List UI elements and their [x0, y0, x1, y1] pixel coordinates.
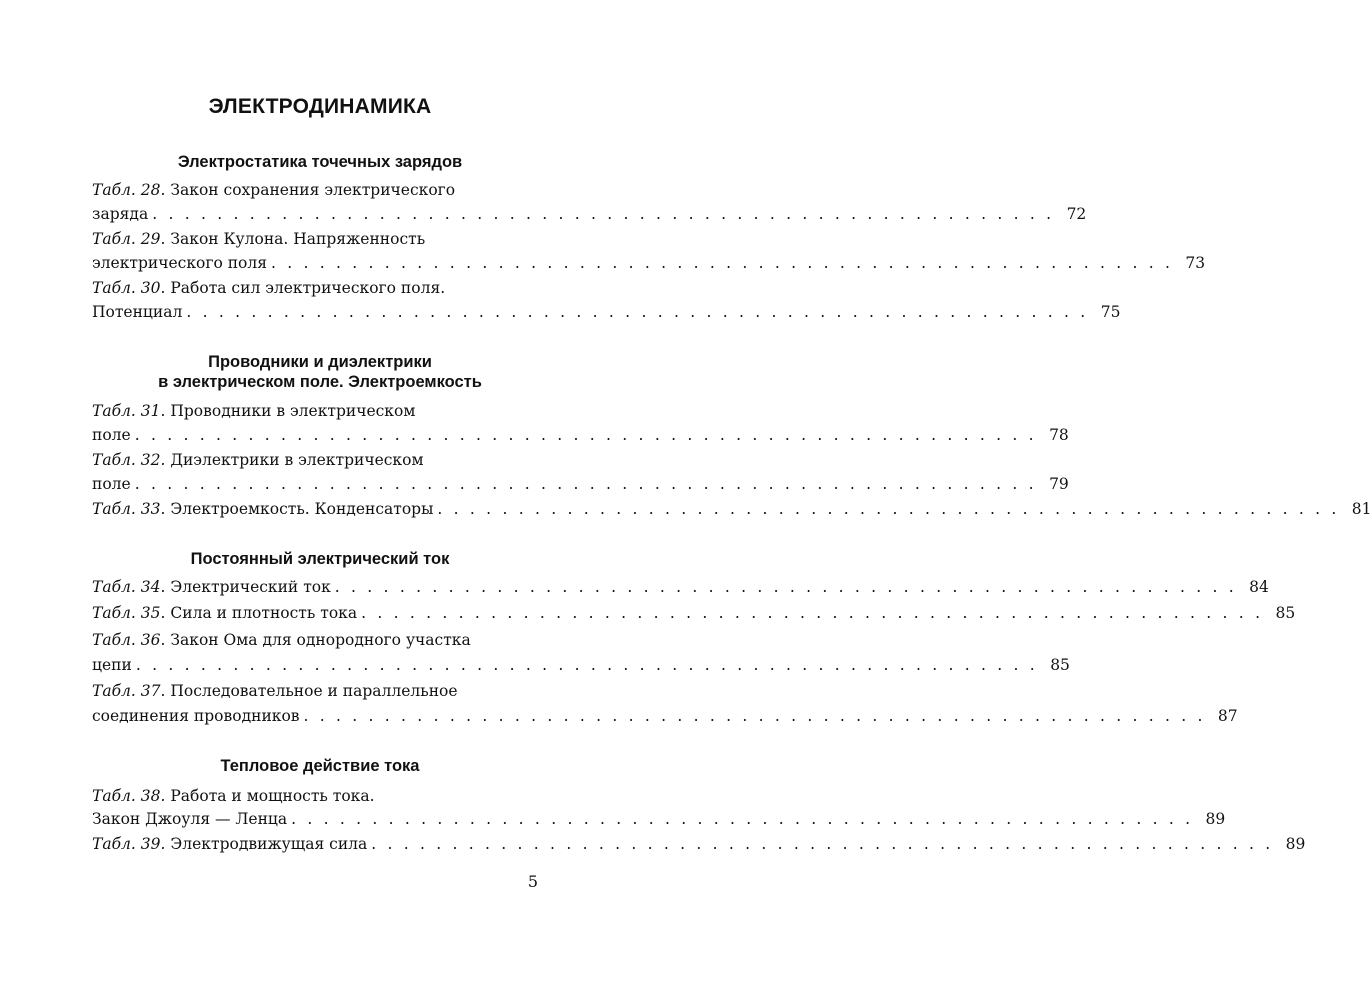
entry-text: Последовательное и параллельное: [170, 682, 458, 700]
entry-text: поле: [92, 426, 131, 444]
entry-text: Электродвижущая сила: [170, 835, 368, 853]
toc-entry-34[interactable]: [92, 578, 1269, 602]
toc-entry-38-line-1[interactable]: [92, 787, 538, 811]
page-ref: 89: [1205, 810, 1226, 828]
toc-entry-32-line-2[interactable]: [92, 475, 1069, 499]
toc-entry-38-line-2[interactable]: [92, 810, 1226, 834]
page-ref: 79: [1049, 475, 1069, 493]
table-label: Табл. 33.: [92, 500, 166, 518]
page-ref: 73: [1185, 254, 1206, 272]
toc-entry-29-line-2[interactable]: [92, 254, 1206, 278]
toc-entry-39[interactable]: [92, 835, 1306, 859]
entry-text: Работа сил электрического поля.: [170, 279, 446, 297]
dot-leader: . . . . . . . . . . . . . . . . . . . . . . . . . . . . . . . . . . . . . . . . . . . . . . . . . . . . . . . .: [303, 707, 1206, 725]
toc-entry-28-line-2[interactable]: [92, 205, 1087, 229]
toc-entry-28-line-1[interactable]: [92, 181, 538, 205]
dot-leader: . . . . . . . . . . . . . . . . . . . . . . . . . . . . . . . . . . . . . . . . . . . . . . . . . . . . . . . .: [135, 656, 1038, 674]
entry-text: Сила и плотность тока: [170, 604, 358, 622]
toc-entry-29-line-1[interactable]: [92, 230, 538, 254]
page-ref: 87: [1217, 707, 1238, 725]
entry-text: Электрический ток: [170, 578, 331, 596]
dot-leader: . . . . . . . . . . . . . . . . . . . . . . . . . . . . . . . . . . . . . . . . . . . . . . . . . . . . . . . .: [134, 475, 1037, 493]
page-ref: 72: [1066, 205, 1087, 223]
entry-text: заряда: [92, 205, 149, 223]
entry-text: Проводники в электрическом: [170, 402, 416, 420]
toc-entry-31-line-2[interactable]: [92, 426, 1069, 450]
section-title-line: Проводники и диэлектрики: [208, 353, 432, 371]
dot-leader: . . . . . . . . . . . . . . . . . . . . . . . . . . . . . . . . . . . . . . . . . . . . . . . . . . . . . . . .: [371, 835, 1274, 853]
page-title: ЭЛЕКТРОДИНАМИКА: [208, 95, 432, 118]
entry-text: поле: [92, 475, 131, 493]
page-number: 5: [527, 872, 538, 891]
entry-text: Работа и мощность тока.: [170, 787, 375, 805]
table-label: Табл. 38.: [92, 787, 166, 805]
section-title-line: в электрическом поле. Электроемкость: [158, 373, 482, 391]
table-label: Табл. 39.: [92, 835, 166, 853]
table-label: Табл. 32.: [92, 451, 166, 469]
toc-entry-36-line-2[interactable]: [92, 656, 1070, 680]
page-ref: 85: [1275, 604, 1296, 622]
section-title-heating-effect: [0, 756, 640, 776]
dot-leader: . . . . . . . . . . . . . . . . . . . . . . . . . . . . . . . . . . . . . . . . . . . . . . . . . . . . . . . .: [271, 254, 1174, 272]
dot-leader: . . . . . . . . . . . . . . . . . . . . . . . . . . . . . . . . . . . . . . . . . . . . . . . . . . . . . . . .: [134, 426, 1037, 444]
entry-text: Закон сохранения электрического: [170, 181, 456, 199]
dot-leader: . . . . . . . . . . . . . . . . . . . . . . . . . . . . . . . . . . . . . . . . . . . . . . . . . . . . . . . .: [334, 578, 1237, 596]
toc-entry-37-line-1[interactable]: [92, 682, 538, 706]
toc-entry-36-line-1[interactable]: [92, 631, 538, 655]
table-label: Табл. 29.: [92, 230, 166, 248]
page-ref: 84: [1249, 578, 1269, 596]
table-label: Табл. 35.: [92, 604, 166, 622]
section-title-electrostatics: [0, 152, 640, 172]
toc-entry-35[interactable]: [92, 604, 1296, 628]
toc-entry-30-line-1[interactable]: [92, 279, 538, 303]
dot-leader: . . . . . . . . . . . . . . . . . . . . . . . . . . . . . . . . . . . . . . . . . . . . . . . . . . . . . . . .: [186, 303, 1089, 321]
table-label: Табл. 34.: [92, 578, 166, 596]
toc-entry-32-line-1[interactable]: [92, 451, 538, 475]
page-ref: 85: [1050, 656, 1070, 674]
toc-entry-31-line-1[interactable]: [92, 402, 538, 426]
table-label: Табл. 31.: [92, 402, 166, 420]
entry-text: Потенциал: [92, 303, 183, 321]
entry-text: Закон Кулона. Напряженность: [170, 230, 426, 248]
entry-text: соединения проводников: [92, 707, 300, 725]
entry-text: Закон Ома для однородного участка: [170, 631, 471, 649]
page-ref: 75: [1100, 303, 1121, 321]
table-label: Табл. 36.: [92, 631, 166, 649]
section-title-line: Электростатика точечных зарядов: [177, 153, 463, 171]
dot-leader: . . . . . . . . . . . . . . . . . . . . . . . . . . . . . . . . . . . . . . . . . . . . . . . . . . . . . . . .: [361, 604, 1264, 622]
toc-entry-37-line-2[interactable]: [92, 707, 1238, 731]
section-title-conductors-dielectrics: [0, 352, 640, 392]
entry-text: электрического поля: [92, 254, 268, 272]
page-ref: 89: [1285, 835, 1306, 853]
page-ref: 81: [1351, 500, 1372, 518]
entry-text: цепи: [92, 656, 132, 674]
toc-entry-30-line-2[interactable]: [92, 303, 1121, 327]
section-title-line: Тепловое действие тока: [220, 757, 420, 775]
toc-entry-33[interactable]: [92, 500, 1372, 524]
section-title-line: Постоянный электрический ток: [190, 550, 450, 568]
page-ref: 78: [1049, 426, 1069, 444]
dot-leader: . . . . . . . . . . . . . . . . . . . . . . . . . . . . . . . . . . . . . . . . . . . . . . . . . . . . . . . .: [291, 810, 1194, 828]
dot-leader: . . . . . . . . . . . . . . . . . . . . . . . . . . . . . . . . . . . . . . . . . . . . . . . . . . . . . . . .: [152, 205, 1055, 223]
table-label: Табл. 30.: [92, 279, 166, 297]
entry-text: Закон Джоуля — Ленца: [92, 810, 288, 828]
dot-leader: . . . . . . . . . . . . . . . . . . . . . . . . . . . . . . . . . . . . . . . . . . . . . . . . . . . . . . . .: [437, 500, 1340, 518]
table-label: Табл. 37.: [92, 682, 166, 700]
table-label: Табл. 28.: [92, 181, 166, 199]
section-title-direct-current: [0, 549, 640, 569]
entry-text: Электроемкость. Конденсаторы: [170, 500, 434, 518]
entry-text: Диэлектрики в электрическом: [170, 451, 424, 469]
